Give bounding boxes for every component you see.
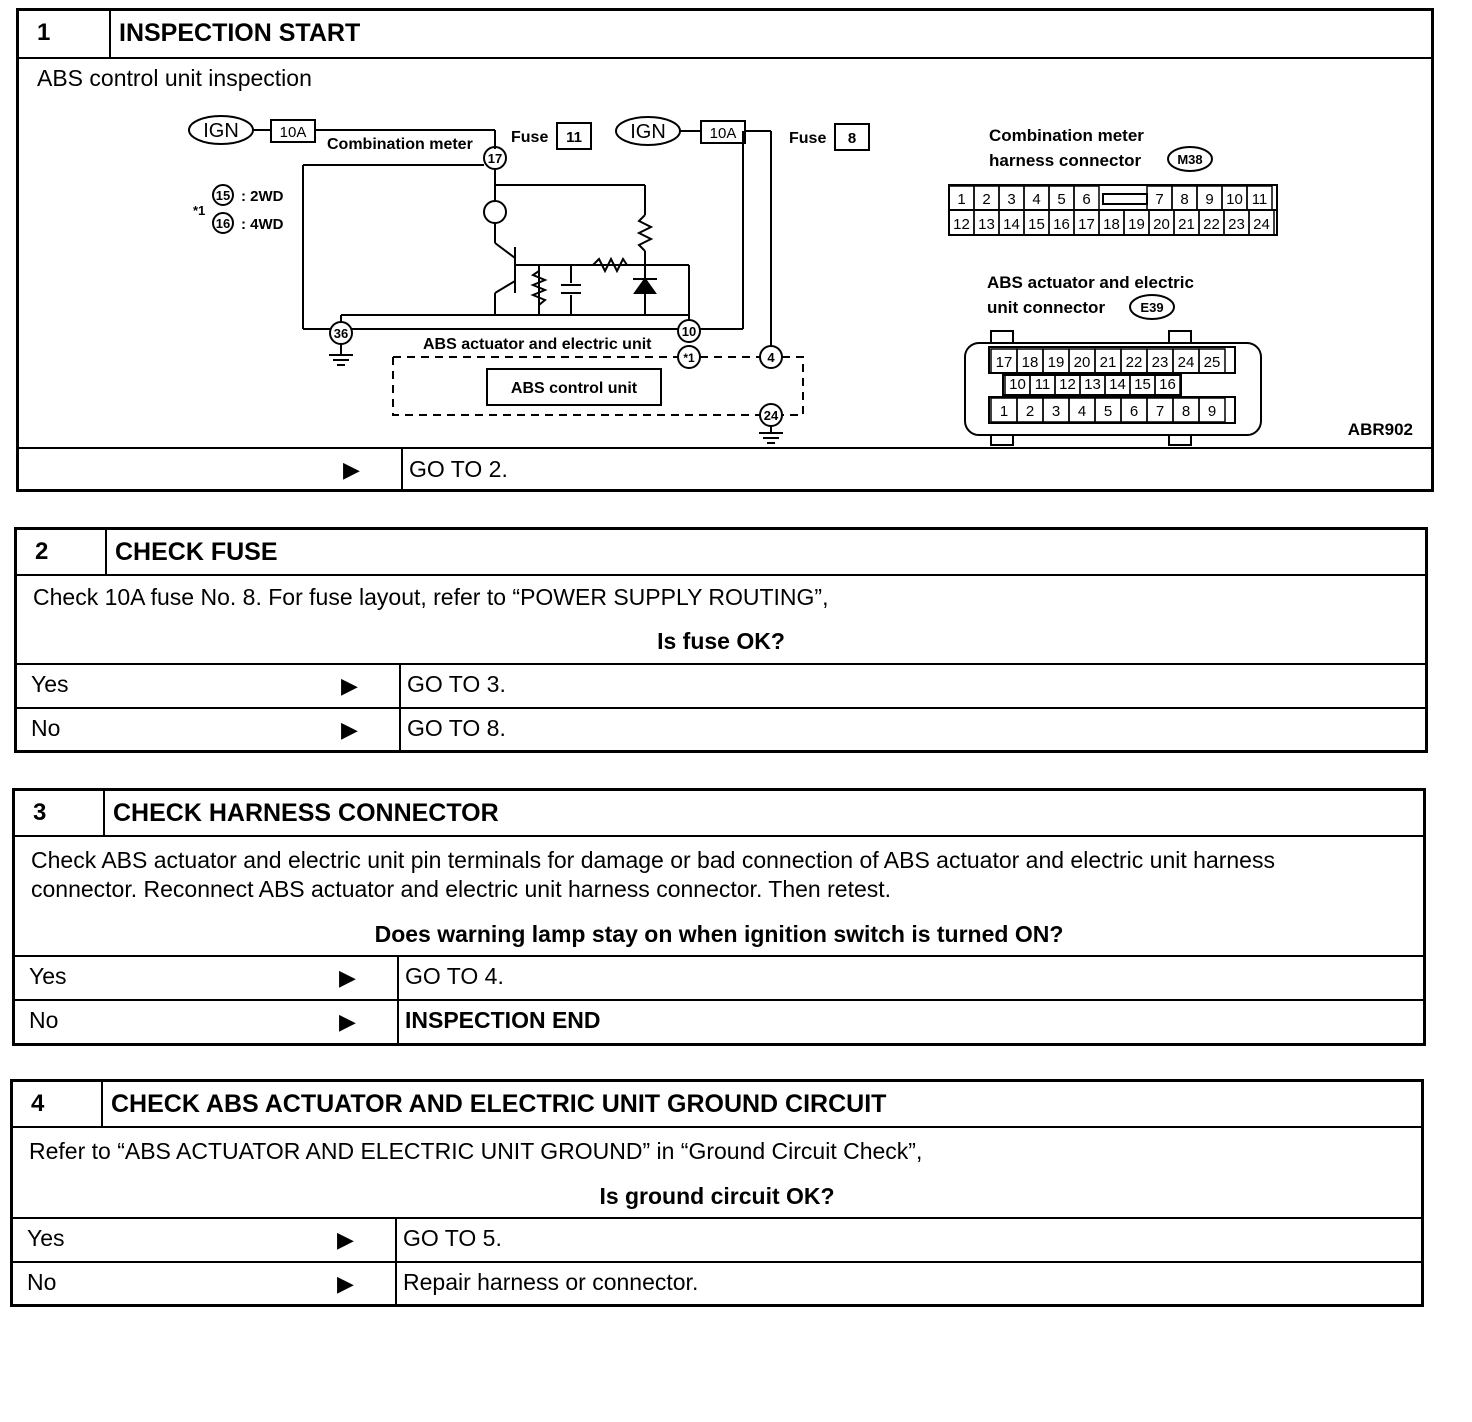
- result-text: GO TO 3.: [399, 665, 506, 707]
- arrow-icon: ▶: [341, 717, 358, 742]
- step-title: INSPECTION START: [109, 11, 360, 57]
- e39-pin-label: 20: [1073, 354, 1091, 371]
- e39-code: E39: [1140, 300, 1164, 315]
- pin-36: 36: [333, 326, 349, 341]
- m38-pin-label: 21: [1178, 216, 1195, 233]
- fuse-label-1: Fuse: [511, 129, 549, 146]
- ign-label-1: IGN: [203, 120, 239, 142]
- m38-pin-label: 18: [1103, 216, 1120, 233]
- fuse-amp-2: 10A: [709, 125, 737, 142]
- answer-label: Yes: [31, 671, 69, 697]
- e39-pin-label: 7: [1155, 403, 1165, 420]
- m38-pin-label: 5: [1057, 191, 1066, 208]
- m38-pin-label: 16: [1053, 216, 1070, 233]
- answer-label: Yes: [29, 963, 67, 989]
- e39-pin-label: 22: [1125, 354, 1143, 371]
- m38-title-1: Combination meter: [989, 126, 1144, 145]
- e39-pin-label: 13: [1084, 376, 1101, 393]
- step-number: 1: [37, 19, 51, 46]
- m38-pin-label: 2: [982, 191, 991, 208]
- note-16-text: : 4WD: [241, 216, 284, 233]
- answer-row-yes: [15, 955, 1423, 999]
- m38-pin-label: 22: [1203, 216, 1220, 233]
- e39-pin-label: 8: [1181, 403, 1191, 420]
- answer-label: No: [27, 1269, 57, 1295]
- arrow-icon: ▶: [341, 673, 358, 698]
- answer-row-no: [13, 1261, 1421, 1305]
- m38-pin-label: 10: [1226, 191, 1243, 208]
- e39-title-2: unit connector: [987, 298, 1106, 317]
- result-text: INSPECTION END: [397, 1001, 601, 1043]
- result-text: GO TO 2.: [401, 449, 508, 492]
- e39-pin-label: 11: [1034, 376, 1051, 393]
- step-2-box: [14, 527, 1428, 753]
- m38-pin-label: 14: [1003, 216, 1020, 233]
- e39-title-1: ABS actuator and electric: [987, 273, 1194, 292]
- note-16: 16: [215, 216, 231, 231]
- answer-label: No: [29, 1007, 59, 1033]
- step-body: Refer to “ABS ACTUATOR AND ELECTRIC UNIT GROUND” in “Ground Circuit Check”,: [29, 1138, 923, 1164]
- result-text: GO TO 4.: [397, 957, 504, 999]
- note-15: 15: [215, 188, 231, 203]
- step-1-box: [16, 8, 1434, 492]
- step-3-box: [12, 788, 1426, 1046]
- answer-row-no: [15, 999, 1423, 1043]
- m38-pin-label: 6: [1082, 191, 1091, 208]
- pin-star1: *1: [683, 351, 695, 365]
- header-divider: [17, 574, 1425, 576]
- answer-row-no: [17, 707, 1425, 751]
- m38-pin-label: 4: [1032, 191, 1041, 208]
- m38-pin-label: 24: [1253, 216, 1270, 233]
- m38-pin-label: 15: [1028, 216, 1045, 233]
- step-body: ABS control unit inspection: [37, 65, 312, 91]
- pin-17: 17: [487, 151, 503, 166]
- m38-pin-label: 1: [957, 191, 966, 208]
- step-body: Check 10A fuse No. 8. For fuse layout, refer to “POWER SUPPLY ROUTING”,: [33, 584, 829, 610]
- m38-pin-label: 20: [1153, 216, 1170, 233]
- e39-pin-label: 1: [999, 403, 1009, 420]
- step-question: Is fuse OK?: [657, 628, 785, 654]
- step-number: 3: [33, 799, 47, 826]
- result-row: [19, 447, 1431, 492]
- answer-label: No: [31, 715, 61, 741]
- step-body-line-2: connector. Reconnect ABS actuator and electric unit harness connector. Then retest.: [31, 876, 892, 902]
- e39-pin-label: 14: [1109, 376, 1126, 393]
- result-text: Repair harness or connector.: [395, 1263, 698, 1305]
- fuse-number-1: 11: [566, 129, 582, 146]
- arrow-icon: ▶: [337, 1227, 354, 1252]
- m38-pin-label: 19: [1128, 216, 1145, 233]
- step-question: Does warning lamp stay on when ignition switch is turned ON?: [374, 921, 1064, 947]
- answer-row-yes: [17, 663, 1425, 707]
- pin-24: 24: [763, 408, 779, 423]
- note-star: *1: [193, 203, 206, 218]
- step-4-box: [10, 1079, 1424, 1307]
- e39-pin-label: 23: [1151, 354, 1169, 371]
- e39-pin-label: 12: [1059, 376, 1076, 393]
- e39-pin-label: 3: [1051, 403, 1061, 420]
- note-15-text: : 2WD: [241, 188, 284, 205]
- abs-control-label: ABS control unit: [510, 380, 638, 397]
- result-text: GO TO 5.: [395, 1219, 502, 1261]
- m38-pin-label: 13: [978, 216, 995, 233]
- step-title: CHECK FUSE: [105, 530, 278, 574]
- e39-pin-label: 2: [1025, 403, 1035, 420]
- step-number: 2: [35, 538, 49, 565]
- e39-pin-label: 17: [995, 354, 1013, 371]
- e39-pin-label: 4: [1077, 403, 1087, 420]
- m38-pin-label: 12: [953, 216, 970, 233]
- e39-pin-label: 18: [1021, 354, 1039, 371]
- figure-code: ABR902: [1347, 420, 1413, 439]
- m38-pin-label: 9: [1205, 191, 1214, 208]
- m38-pin-label: 23: [1228, 216, 1245, 233]
- arrow-icon: ▶: [339, 1009, 356, 1034]
- answer-label: Yes: [27, 1225, 65, 1251]
- arrow-icon: ▶: [339, 965, 356, 990]
- e39-pin-label: 21: [1099, 354, 1117, 371]
- step-title: CHECK HARNESS CONNECTOR: [103, 791, 499, 835]
- abs-unit-label: ABS actuator and electric unit: [423, 336, 652, 353]
- e39-pin-label: 25: [1203, 354, 1221, 371]
- e39-pin-label: 16: [1159, 376, 1176, 393]
- step-question: Is ground circuit OK?: [599, 1183, 835, 1209]
- pin-4: 4: [767, 350, 775, 365]
- combination-meter-label: Combination meter: [327, 136, 473, 153]
- m38-code: M38: [1177, 152, 1203, 167]
- e39-pin-label: 24: [1177, 354, 1195, 371]
- header-divider: [13, 1126, 1421, 1128]
- header-divider: [15, 835, 1423, 837]
- e39-pin-label: 15: [1134, 376, 1151, 393]
- m38-pin-label: 3: [1007, 191, 1016, 208]
- answer-row-yes: [13, 1217, 1421, 1261]
- fuse-amp-1: 10A: [279, 124, 307, 141]
- e39-pin-label: 10: [1009, 376, 1026, 393]
- result-text: GO TO 8.: [399, 709, 506, 751]
- arrow-icon: ▶: [343, 457, 360, 482]
- m38-title-2: harness connector: [989, 151, 1142, 170]
- step-number: 4: [31, 1090, 45, 1117]
- warning-lamp: [484, 201, 506, 223]
- m38-pin-label: 7: [1155, 191, 1164, 208]
- m38-pin-label: 11: [1251, 191, 1268, 208]
- e39-pin-label: 9: [1207, 403, 1217, 420]
- abs-wiring-diagram: [19, 57, 1431, 449]
- step-body-line-1: Check ABS actuator and electric unit pin terminals for damage or bad connection of ABS actuator and electric unit harness: [31, 847, 1275, 873]
- pin-10: 10: [681, 324, 697, 339]
- ign-label-2: IGN: [630, 121, 666, 143]
- m38-pin-label: 8: [1180, 191, 1189, 208]
- fuse-label-2: Fuse: [789, 130, 827, 147]
- e39-pin-label: 5: [1103, 403, 1113, 420]
- e39-pin-label: 6: [1129, 403, 1139, 420]
- m38-pin-label: 17: [1078, 216, 1095, 233]
- fuse-number-2: 8: [847, 130, 857, 147]
- arrow-icon: ▶: [337, 1271, 354, 1296]
- e39-pin-label: 19: [1047, 354, 1065, 371]
- step-title: CHECK ABS ACTUATOR AND ELECTRIC UNIT GROUND CIRCUIT: [101, 1082, 886, 1126]
